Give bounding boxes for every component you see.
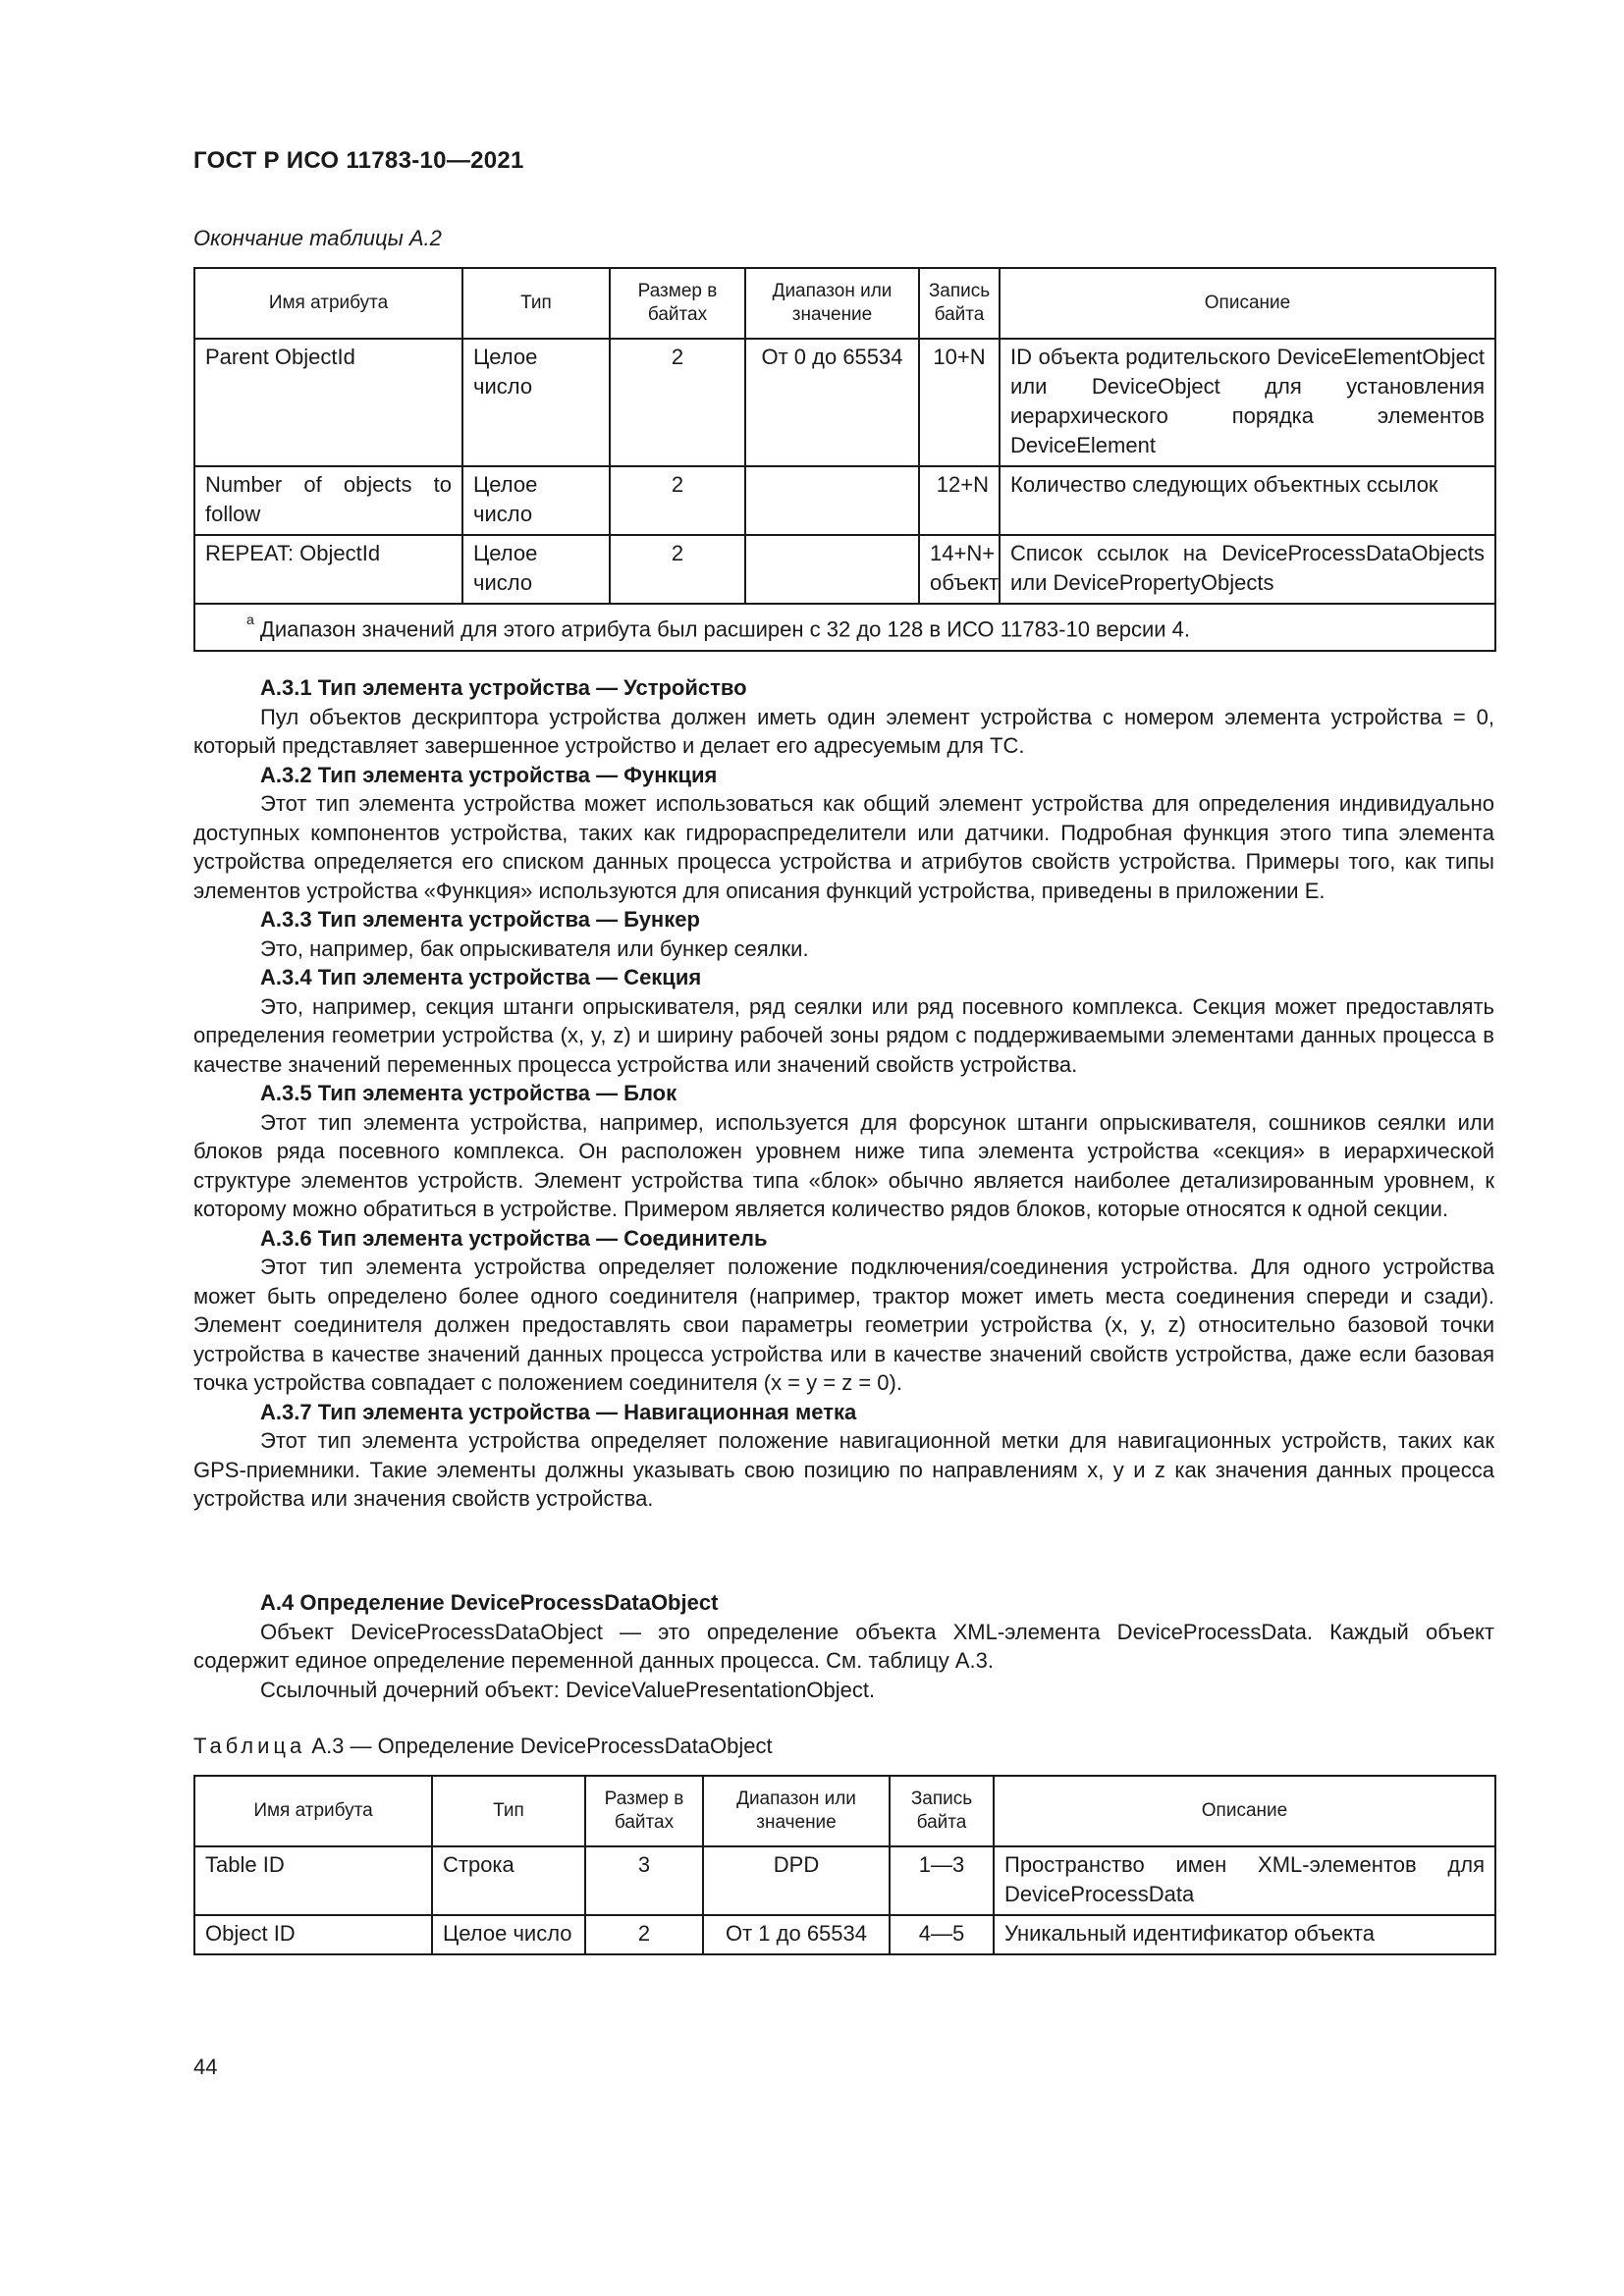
table-row [194, 339, 1495, 466]
table-a3-caption [193, 1734, 773, 1759]
footnote-text: Диапазон значений для этого атрибута был расширен с 32 до 128 в ИСО 11783-10 версии 4. [259, 616, 1190, 642]
column-header: Размер в байтах [610, 268, 745, 339]
table-cell: Целое число [462, 535, 610, 604]
column-header: Диапазон или значение [745, 268, 919, 339]
section-heading: А.3.1 Тип элемента устройства — Устройство [260, 675, 747, 700]
section-heading: А.3.4 Тип элемента устройства — Секция [260, 965, 702, 989]
table-cell: 2 [610, 466, 745, 535]
table-cell: REPEAT: ObjectId [194, 535, 462, 604]
column-header: Тип [432, 1776, 585, 1846]
table-cell [745, 466, 919, 535]
column-header: Имя атрибута [194, 1776, 432, 1846]
section-paragraph: Этот тип элемента устройства может использоваться как общий элемент устройства для определения индивидуально доступных компонентов устройства, таких как гидрораспределители или датчики. Подробная функция этого типа элемента устройства определяется его списком данных процесса устройства и атрибутов свойств устройства. Примеры того, как типы элементов устройства «Функция» используются для описания функций устройства, приведены в приложении Е. [193, 791, 1494, 903]
table-caption-text: А.3 — Определение DeviceProcessDataObject [311, 1734, 773, 1758]
section-paragraph: Объект DeviceProcessDataObject — это определение объекта XML-элемента DeviceProcessData. Каждый объект содержит единое определение переменной данных процесса. См. таблицу А.3. [193, 1619, 1494, 1673]
table-a2-caption: Окончание таблицы А.2 [193, 226, 442, 250]
column-header: Имя атрибута [194, 268, 462, 339]
column-header: Запись байта [919, 268, 1000, 339]
table-cell: Целое число [432, 1915, 585, 1954]
table-cell: Пространство имен XML-элементов для DeviceProcessData [994, 1846, 1495, 1915]
section-paragraph: Этот тип элемента устройства, например, используется для форсунок штанги опрыскивателя, сошников сеялки или блоков ряда посевного комплекса. Он расположен уровнем ниже типа элемента устройства «секция» в иерархической структуре элементов устройств. Элемент устройства типа «блок» обычно является наиболее детализированным уровнем, к которому можно обратиться в устройстве. Примером является количество рядов блоков, которые относятся к одной секции. [193, 1109, 1494, 1221]
table-footnote [194, 604, 1495, 651]
section-paragraph: Ссылочный дочерний объект: DeviceValuePresentationObject. [260, 1677, 876, 1702]
section-heading: А.3.3 Тип элемента устройства — Бункер [260, 907, 700, 932]
column-header: Тип [462, 268, 610, 339]
column-header: Размер в байтах [585, 1776, 703, 1846]
section-a4-body [193, 1588, 1494, 1704]
section-heading: А.3.6 Тип элемента устройства — Соединитель [260, 1225, 768, 1251]
table-cell: 1—3 [890, 1846, 994, 1915]
column-header: Запись байта [890, 1776, 994, 1846]
table-cell: От 1 до 65534 [703, 1915, 890, 1954]
table-cell: Parent ObjectId [194, 339, 462, 466]
table-cell: Number of objects to follow [194, 466, 462, 535]
table-cell: 10+N [919, 339, 1000, 466]
section-paragraph: Пул объектов дескриптора устройства должен иметь один элемент устройства с номером элемента устройства = 0, который представляет завершенное устройство и делает его адресуемым для ТС. [193, 704, 1494, 758]
table-a3 [193, 1775, 1496, 1955]
table-cell: Table ID [194, 1846, 432, 1915]
section-paragraph: Этот тип элемента устройства определяет положение навигационной метки для навигационных устройств, таких как GPS-приемники. Такие элементы должны указывать свою позицию по направлениям x, y и z как значения данных процесса устройства или значения свойств устройства. [193, 1428, 1494, 1511]
table-header-row [194, 268, 1495, 339]
section-heading: А.4 Определение DeviceProcessDataObject [260, 1590, 719, 1615]
section-heading: А.3.7 Тип элемента устройства — Навигационная метка [260, 1399, 857, 1424]
table-cell: DPD [703, 1846, 890, 1915]
table-footnote-row [194, 604, 1495, 651]
table-cell: 2 [585, 1915, 703, 1954]
table-cell: Уникальный идентификатор объекта [994, 1915, 1495, 1954]
table-cell: Object ID [194, 1915, 432, 1954]
page-number: 44 [193, 2055, 218, 2079]
table-cell: 4—5 [890, 1915, 994, 1954]
table-cell: Строка [432, 1846, 585, 1915]
section-paragraph: Этот тип элемента устройства определяет положение подключения/соединения устройства. Для одного устройства может быть определено более одного соединителя (например, трактор может иметь места соединения спереди и сзади). Элемент соединителя должен предоставлять свои параметры геометрии устройства (x, y, z) относительно базовой точки устройства в качестве значений данных процесса устройства или в качестве значений свойств устройства, даже если базовая точка устройства совпадает с положением соединителя (x = y = z = 0). [193, 1255, 1494, 1395]
table-a2 [193, 267, 1496, 652]
table-row [194, 1846, 1495, 1915]
table-caption-prefix: Таблица [193, 1734, 306, 1758]
column-header: Диапазон или значение [703, 1776, 890, 1846]
table-cell: 3 [585, 1846, 703, 1915]
document-title: ГОСТ Р ИСО 11783-10—2021 [193, 147, 524, 174]
table-cell: 2 [610, 535, 745, 604]
table-cell: Целое число [462, 466, 610, 535]
table-cell: 2 [610, 339, 745, 466]
footnote-marker: a [246, 612, 254, 627]
section-paragraph: Это, например, секция штанги опрыскивателя, ряд сеялки или ряд посевного комплекса. Секция может предоставлять определения геометрии устройства (x, y, z) и ширину рабочей зоны рядом с поддерживаемыми элементами данных процесса в качестве значений переменных процесса устройства или значений свойств устройства. [193, 993, 1494, 1077]
table-cell [745, 535, 919, 604]
table-cell: От 0 до 65534 [745, 339, 919, 466]
table-header-row [194, 1776, 1495, 1846]
section-a3-body [193, 673, 1494, 1514]
table-cell: 12+N [919, 466, 1000, 535]
table-cell: Целое число [462, 339, 610, 466]
table-row [194, 466, 1495, 535]
table-cell: ID объекта родительского DeviceElementObject или DeviceObject для установления иерархического порядка элементов DeviceElement [1000, 339, 1495, 466]
table-cell: Список ссылок на DeviceProcessDataObjects или DevicePropertyObjects [1000, 535, 1495, 604]
column-header: Описание [994, 1776, 1495, 1846]
column-header: Описание [1000, 268, 1495, 339]
section-paragraph: Это, например, бак опрыскивателя или бункер сеялки. [260, 935, 809, 961]
table-cell: 14+N+ объект [919, 535, 1000, 604]
section-heading: А.3.2 Тип элемента устройства — Функция [260, 762, 718, 787]
table-row [194, 535, 1495, 604]
table-cell: Количество следующих объектных ссылок [1000, 466, 1495, 535]
table-row [194, 1915, 1495, 1954]
section-heading: А.3.5 Тип элемента устройства — Блок [260, 1081, 677, 1105]
